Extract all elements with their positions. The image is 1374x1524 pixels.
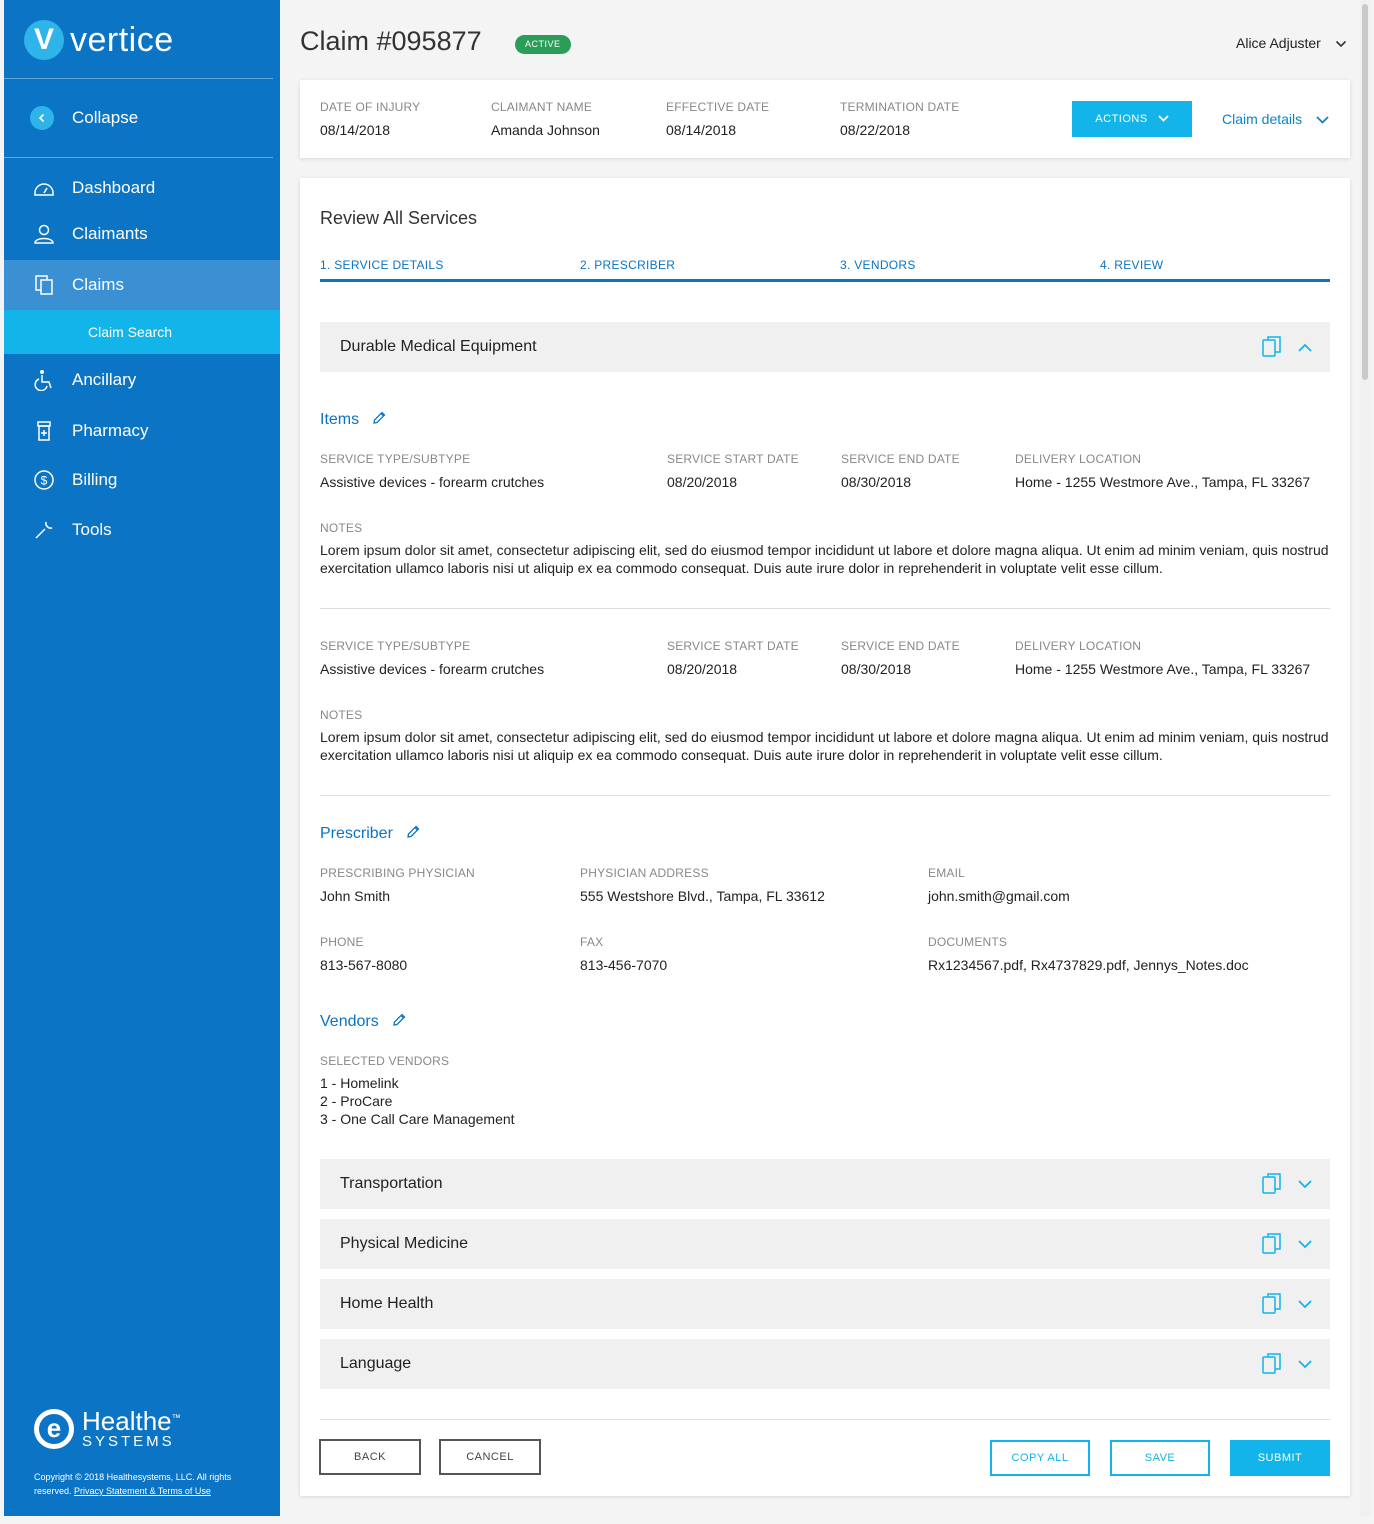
field-value: 813-456-7070 <box>580 957 668 973</box>
list-item: 3 - One Call Care Management <box>320 1111 515 1127</box>
chevron-down-icon[interactable] <box>1298 1300 1312 1309</box>
edit-pencil-icon[interactable] <box>407 825 420 843</box>
physician-address <box>580 866 825 904</box>
field-label: PHONE <box>320 935 364 949</box>
section-header-language[interactable] <box>320 1339 1330 1389</box>
healthe-name: Healthe <box>82 1406 172 1436</box>
healthe-systems: SYSTEMS <box>82 1433 175 1450</box>
claims-icon <box>32 273 56 297</box>
save-button[interactable]: SAVE <box>1110 1440 1210 1476</box>
chevron-down-icon <box>1335 35 1347 51</box>
cancel-button[interactable]: CANCEL <box>439 1439 541 1475</box>
items-title: Items <box>320 411 360 428</box>
logo-text: vertice <box>70 20 174 59</box>
divider <box>320 608 1330 609</box>
summary-field <box>840 100 959 138</box>
actions-button[interactable] <box>1072 101 1192 137</box>
user-menu[interactable] <box>1236 35 1347 51</box>
chevron-down-icon <box>1316 111 1329 127</box>
field-label: PHYSICIAN ADDRESS <box>580 866 709 880</box>
prescriber-heading <box>320 825 420 843</box>
items-heading <box>320 411 386 429</box>
field-value: Amanda Johnson <box>491 122 600 138</box>
sidebar-item-label: Billing <box>72 470 118 489</box>
item-start-date <box>667 639 799 677</box>
field-label: DOCUMENTS <box>928 935 1008 949</box>
section-header-home-health[interactable] <box>320 1279 1330 1329</box>
field-value: Rx1234567.pdf, Rx4737829.pdf, Jennys_Notes.doc <box>928 957 1249 973</box>
item-type <box>320 452 544 490</box>
field-label: CLAIMANT NAME <box>491 100 593 114</box>
vendors-title: Vendors <box>320 1013 379 1030</box>
chevron-down-icon[interactable] <box>1298 1240 1312 1249</box>
scrollbar-thumb[interactable] <box>1362 4 1368 380</box>
healthe-logo <box>34 1408 181 1449</box>
section-title: Language <box>340 1355 412 1372</box>
selected-vendors <box>320 1054 515 1128</box>
panel-title: Review All Services <box>320 208 478 228</box>
step-vendors[interactable]: 3. VENDORS <box>840 258 916 272</box>
wrench-icon <box>32 518 56 542</box>
trademark: ™ <box>171 1412 181 1423</box>
summary-field <box>491 100 600 138</box>
user-icon <box>32 222 56 246</box>
sidebar <box>4 0 280 1516</box>
page-title: Claim #095877 <box>300 26 482 56</box>
field-value: 08/20/2018 <box>667 474 738 490</box>
field-value: 08/20/2018 <box>667 661 738 677</box>
field-label: NOTES <box>320 521 363 535</box>
copy-icon[interactable] <box>1262 1173 1282 1195</box>
collapse-label: Collapse <box>72 108 139 127</box>
section-title: Transportation <box>340 1175 443 1192</box>
field-value: 08/22/2018 <box>840 122 911 138</box>
pharmacy-icon <box>32 419 56 443</box>
item-delivery-location <box>1015 452 1310 490</box>
item-end-date <box>841 639 960 677</box>
sidebar-item-pharmacy[interactable] <box>4 407 280 455</box>
claim-details-toggle[interactable] <box>1222 111 1329 127</box>
section-header-physical-medicine[interactable] <box>320 1219 1330 1269</box>
edit-pencil-icon[interactable] <box>373 411 386 429</box>
sidebar-item-label: Ancillary <box>72 370 137 389</box>
chevron-left-icon <box>30 106 54 130</box>
section-title: Durable Medical Equipment <box>340 338 537 355</box>
chevron-down-icon[interactable] <box>1298 1180 1312 1189</box>
sidebar-subitem-label: Claim Search <box>88 324 173 340</box>
field-value: 555 Westshore Blvd., Tampa, FL 33612 <box>580 888 825 904</box>
sidebar-item-label: Dashboard <box>72 178 156 197</box>
edit-pencil-icon[interactable] <box>393 1013 406 1031</box>
divider <box>320 795 1330 796</box>
field-label: SELECTED VENDORS <box>320 1054 450 1068</box>
item-notes <box>320 521 1332 577</box>
sidebar-item-label: Pharmacy <box>72 421 149 440</box>
step-service-details[interactable]: 1. SERVICE DETAILS <box>320 258 444 272</box>
sidebar-item-claimants[interactable] <box>4 210 280 258</box>
field-label: EFFECTIVE DATE <box>666 100 770 114</box>
physician-email <box>928 866 1070 904</box>
sidebar-item-label: Claims <box>72 275 124 294</box>
field-label: SERVICE START DATE <box>667 639 799 653</box>
actions-label: ACTIONS <box>1095 113 1148 125</box>
sidebar-item-dashboard[interactable] <box>4 164 280 212</box>
sidebar-item-label: Claimants <box>72 224 148 243</box>
user-name: Alice Adjuster <box>1236 35 1321 51</box>
field-label: SERVICE END DATE <box>841 639 960 653</box>
scrollbar[interactable] <box>1360 0 1370 1516</box>
notes-text: Lorem ipsum dolor sit amet, consectetur adipiscing elit, sed do eiusmod tempor incididunt ut labore et dolore magna aliqua. Ut enim ad minim veniam, quis nostrud exercitation ullamco laboris nisi ut aliquip ex ea commodo consequat. Duis aute irure dolor in reprehenderit in voluptate velit esse cillum. <box>320 542 1329 576</box>
vertice-logo[interactable] <box>24 18 174 62</box>
svg-text:$: $ <box>40 473 48 488</box>
list-item: 2 - ProCare <box>320 1093 393 1109</box>
physician-phone <box>320 935 407 973</box>
prescriber-title: Prescriber <box>320 825 393 842</box>
field-label: SERVICE TYPE/SUBTYPE <box>320 639 471 653</box>
prescribing-physician <box>320 866 475 904</box>
step-review[interactable]: 4. REVIEW <box>1100 258 1164 272</box>
sidebar-divider <box>4 157 273 158</box>
field-label: DELIVERY LOCATION <box>1015 639 1142 653</box>
sidebar-item-tools[interactable] <box>4 506 280 554</box>
step-prescriber[interactable]: 2. PRESCRIBER <box>580 258 676 272</box>
field-value: 08/14/2018 <box>666 122 737 138</box>
copyright <box>34 1470 254 1498</box>
progress-bar <box>320 279 1330 282</box>
summary-field <box>666 100 769 138</box>
field-value: 813-567-8080 <box>320 957 408 973</box>
field-label: SERVICE TYPE/SUBTYPE <box>320 452 471 466</box>
sidebar-item-label: Tools <box>72 520 112 539</box>
field-value: Assistive devices - forearm crutches <box>320 474 545 490</box>
status-badge: ACTIVE <box>515 35 571 54</box>
sidebar-subitem-claim-search[interactable] <box>4 310 280 354</box>
divider <box>320 1419 1330 1420</box>
summary-field <box>320 100 420 138</box>
field-label: EMAIL <box>928 866 966 880</box>
field-value: 08/14/2018 <box>320 122 391 138</box>
sidebar-item-billing[interactable] <box>4 456 280 504</box>
dollar-icon <box>32 468 56 492</box>
list-item: 1 - Homelink <box>320 1075 399 1091</box>
chevron-down-icon[interactable] <box>1298 1360 1312 1369</box>
sidebar-divider <box>4 78 273 79</box>
section-header-transportation[interactable] <box>320 1159 1330 1209</box>
field-value: John Smith <box>320 888 391 904</box>
item-type <box>320 639 544 677</box>
chevron-up-icon[interactable] <box>1298 343 1312 352</box>
field-value: Home - 1255 Westmore Ave., Tampa, FL 33267 <box>1015 474 1311 490</box>
field-value: 08/30/2018 <box>841 474 912 490</box>
section-title: Home Health <box>340 1295 434 1312</box>
field-label: FAX <box>580 935 604 949</box>
claim-summary <box>300 80 1350 158</box>
item-end-date <box>841 452 960 490</box>
notes-text: Lorem ipsum dolor sit amet, consectetur adipiscing elit, sed do eiusmod tempor incididunt ut labore et dolore magna aliqua. Ut enim ad minim veniam, quis nostrud exercitation ullamco laboris nisi ut aliquip ex ea commodo consequat. Duis aute irure dolor in reprehenderit in voluptate velit esse cillum. <box>320 729 1329 763</box>
item-notes <box>320 708 1332 764</box>
physician-fax <box>580 935 667 973</box>
field-value: Assistive devices - forearm crutches <box>320 661 545 677</box>
sidebar-item-claims[interactable] <box>4 260 280 310</box>
healthe-logo-mark: e <box>34 1409 74 1449</box>
physician-documents <box>928 935 1249 973</box>
claim-details-label: Claim details <box>1222 111 1303 127</box>
item-delivery-location <box>1015 639 1310 677</box>
wheelchair-icon <box>32 368 56 392</box>
field-value: Home - 1255 Westmore Ave., Tampa, FL 33267 <box>1015 661 1311 677</box>
item-start-date <box>667 452 799 490</box>
back-button[interactable]: BACK <box>319 1439 421 1475</box>
dashboard-icon <box>32 176 56 200</box>
field-label: SERVICE END DATE <box>841 452 960 466</box>
submit-button[interactable]: SUBMIT <box>1230 1440 1330 1476</box>
privacy-link[interactable]: Privacy Statement & Terms of Use <box>74 1486 211 1496</box>
field-label: NOTES <box>320 708 363 722</box>
copyright-text: Copyright © 2018 Healthesystems, LLC. All rights reserved. <box>34 1472 232 1496</box>
field-label: DATE OF INJURY <box>320 100 421 114</box>
field-value: john.smith@gmail.com <box>928 888 1070 904</box>
field-label: DELIVERY LOCATION <box>1015 452 1142 466</box>
chevron-down-icon <box>1158 113 1169 125</box>
field-value: 08/30/2018 <box>841 661 912 677</box>
copy-all-button[interactable]: COPY ALL <box>990 1440 1090 1476</box>
sidebar-item-ancillary[interactable] <box>4 356 280 404</box>
section-title: Physical Medicine <box>340 1235 469 1252</box>
copy-icon[interactable] <box>1262 1233 1282 1255</box>
field-label: PRESCRIBING PHYSICIAN <box>320 866 475 880</box>
copy-icon[interactable] <box>1262 1293 1282 1315</box>
field-label: TERMINATION DATE <box>840 100 960 114</box>
collapse-button[interactable] <box>30 106 138 130</box>
field-label: SERVICE START DATE <box>667 452 799 466</box>
review-panel <box>300 178 1350 1496</box>
section-header-dme[interactable] <box>320 322 1330 372</box>
copy-icon[interactable] <box>1262 336 1282 358</box>
vendors-heading <box>320 1013 406 1031</box>
copy-icon[interactable] <box>1262 1353 1282 1375</box>
logo-mark: V <box>24 20 64 60</box>
